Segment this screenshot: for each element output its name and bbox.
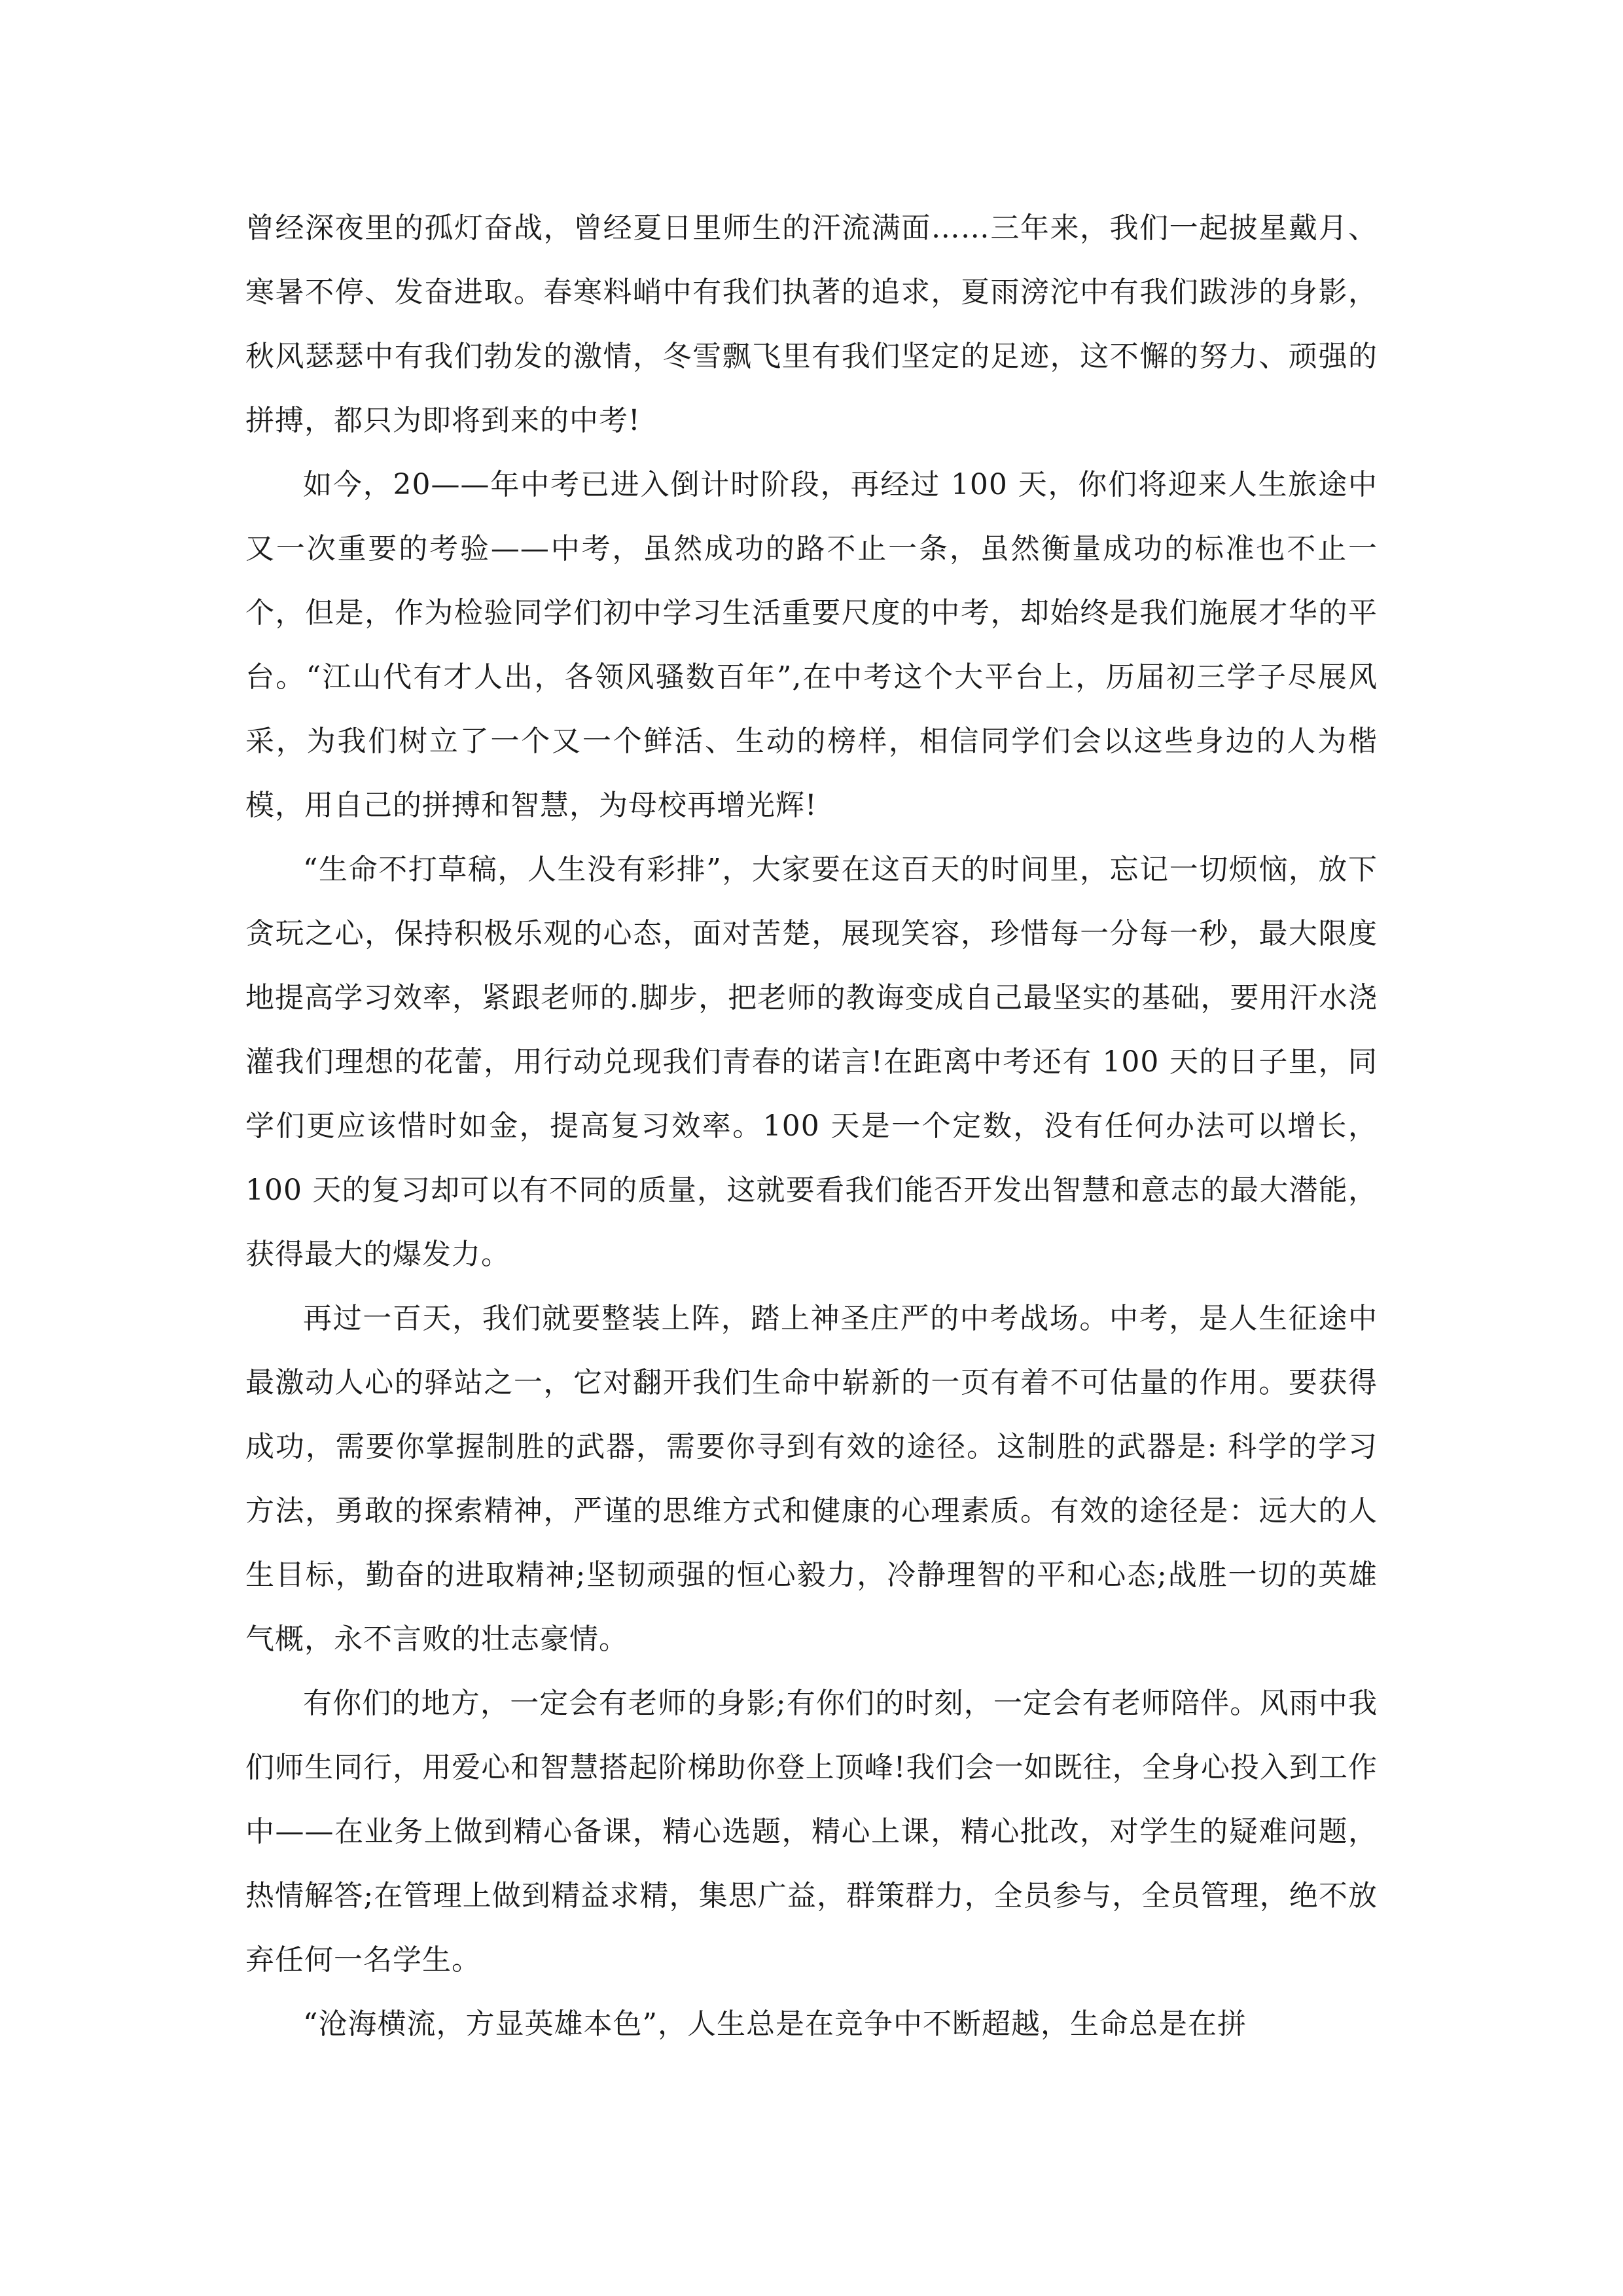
paragraph-6: “沧海横流，方显英雄本色”，人生总是在竞争中不断超越，生命总是在拼 xyxy=(303,2007,1247,2041)
paragraph-3: “生命不打草稿，人生没有彩排”，大家要在这百天的时间里，忘记一切烦恼，放下贪玩之心，保持积极乐观的心态，面对苦楚，展现笑容，珍惜每一分每一秒，最大限度地提高学习效率，紧跟老师的.脚步，把老师的教诲变成自己最坚实的基础，要用汗水浇灌我们理想的花蕾，用行动兑现我们青春的诺言!在距离中考还有 100 天的日子里，同学们更应该惜时如金，提高复习效率。100 天是一个定数，没有任何办法可以增长，100 天的复习却可以有不同的质量，这就要看我们能否开发出智慧和意志的最大潜能，获得最大的爆发力。 xyxy=(245,853,1378,1271)
paragraph-4: 再过一百天，我们就要整装上阵，踏上神圣庄严的中考战场。中考，是人生征途中最激动人心的驿站之一，它对翻开我们生命中崭新的一页有着不可估量的作用。要获得成功，需要你掌握制胜的武器，需要你寻到有效的途径。这制胜的武器是: 科学的学习方法，勇敢的探索精神，严谨的思维方式和健康的心理素质。有效的途径是：远大的人生目标，勤奋的进取精神;坚韧顽强的恒心毅力，冷静理智的平和心态;战胜一切的英雄气概，永不言败的壮志豪情。 xyxy=(245,1302,1378,1656)
paragraph-5: 有你们的地方，一定会有老师的身影;有你们的时刻，一定会有老师陪伴。风雨中我们师生同行，用爱心和智慧搭起阶梯助你登上顶峰!我们会一如既往，全身心投入到工作中——在业务上做到精心备课，精心选题，精心上课，精心批改，对学生的疑难问题，热情解答;在管理上做到精益求精，集思广益，群策群力，全员参与，全员管理，绝不放弃任何一名学生。 xyxy=(245,1687,1378,1977)
paragraph-1: 曾经深夜里的孤灯奋战，曾经夏日里师生的汗流满面……三年来，我们一起披星戴月、寒暑不停、发奋进取。春寒料峭中有我们执著的追求，夏雨滂沱中有我们跋涉的身影，秋风瑟瑟中有我们勃发的激情，冬雪飘飞里有我们坚定的足迹，这不懈的努力、顽强的拼搏，都只为即将到来的中考! xyxy=(245,211,1378,437)
document-body xyxy=(245,196,1378,2056)
paragraph-2: 如今，20——年中考已进入倒计时阶段，再经过 100 天，你们将迎来人生旅途中又一次重要的考验——中考，虽然成功的路不止一条，虽然衡量成功的标准也不止一个，但是，作为检验同学们初中学习生活重要尺度的中考，却始终是我们施展才华的平台。“江山代有才人出，各领风骚数百年”,在中考这个大平台上，历届初三学子尽展风采，为我们树立了一个又一个鲜活、生动的榜样，相信同学们会以这些身边的人为楷模，用自己的拼搏和智慧，为母校再增光辉! xyxy=(245,468,1378,822)
